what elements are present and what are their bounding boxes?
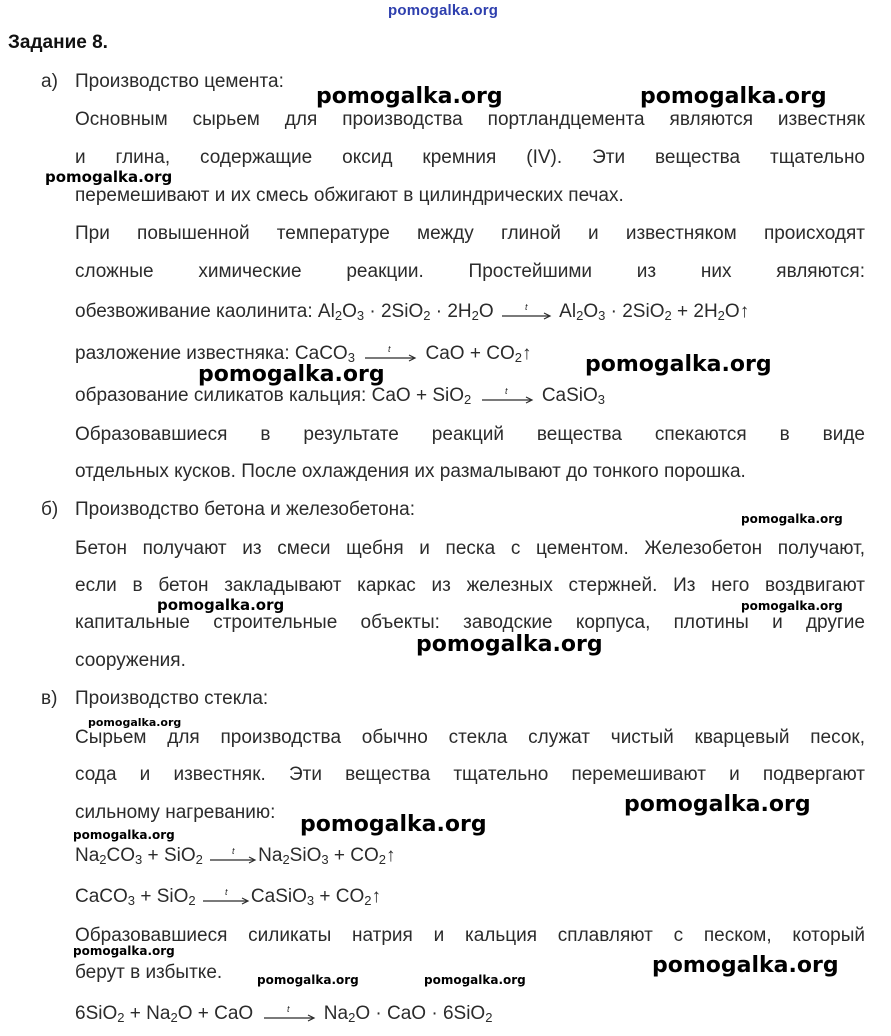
section-a-text-line: перемешивают и их смесь обжигают в цилиндрических печах. bbox=[75, 185, 624, 206]
section-a-text-line: отдельных кусков. После охлаждения их размалывают до тонкого порошка. bbox=[75, 461, 746, 482]
section-a-text-line: Основным сырьем для производства портландцемента являются известняк bbox=[75, 109, 865, 130]
reaction-arrow-icon bbox=[477, 387, 537, 405]
section-c-text-line: сода и известняк. Эти вещества тщательно перемешивают и подвергают bbox=[75, 764, 865, 785]
svg-text:t: t bbox=[232, 846, 235, 856]
section-b-heading: Производство бетона и железобетона: bbox=[75, 499, 415, 520]
reaction-calcium-silicate-glass: CaCO$_3$ + SiO$_2$ t CaSiO$_3$ + $CO_2↑$ bbox=[75, 886, 382, 908]
watermark: pomogalka.org bbox=[624, 792, 811, 817]
section-a-text-line: Образовавшиеся в результате реакций вещества спекаются в виде bbox=[75, 424, 865, 445]
section-b-text-line: сооружения. bbox=[75, 650, 186, 671]
watermark: pomogalka.org bbox=[640, 84, 827, 109]
watermark: pomogalka.org bbox=[157, 596, 285, 614]
task-title: Задание 8. bbox=[8, 32, 108, 53]
section-c-text-line: Сырьем для производства обычно стекла служат чистый кварцевый песок, bbox=[75, 727, 865, 748]
watermark: pomogalka.org bbox=[424, 973, 526, 987]
watermark: pomogalka.org bbox=[88, 716, 182, 729]
reaction-arrow-icon bbox=[499, 303, 555, 321]
watermark: pomogalka.org bbox=[73, 828, 175, 842]
svg-text:t: t bbox=[388, 344, 391, 354]
reaction-sodium-silicate: $Na_2CO_3 + SiO_2$ t $Na_2SiO_3$ + $CO_2↑$ bbox=[75, 845, 396, 867]
reaction-glass: $6SiO_2 + Na_2O$ + CaO t $Na_2O$ · CaO · 6SiO$_2$ bbox=[75, 1003, 493, 1025]
reaction-arrow-icon bbox=[360, 345, 420, 363]
reaction-arrow-icon bbox=[208, 847, 258, 865]
site-link[interactable]: pomogalka.org bbox=[388, 2, 499, 19]
section-c-letter: в) bbox=[41, 688, 58, 709]
svg-text:t: t bbox=[286, 1004, 290, 1014]
watermark: pomogalka.org bbox=[45, 168, 173, 186]
watermark: pomogalka.org bbox=[652, 953, 839, 978]
watermark: pomogalka.org bbox=[300, 812, 487, 837]
svg-text:t: t bbox=[224, 887, 228, 897]
watermark: pomogalka.org bbox=[257, 973, 359, 987]
section-a-heading: Производство цемента: bbox=[75, 71, 284, 92]
section-c-text-line: берут в избытке. bbox=[75, 962, 223, 983]
watermark: pomogalka.org bbox=[741, 512, 843, 526]
reaction-limestone: разложение известняка: CaCO$_3$ t CaO + $CO_2↑$ bbox=[75, 343, 532, 365]
svg-text:t: t bbox=[504, 386, 508, 396]
section-b-letter: б) bbox=[41, 499, 59, 520]
section-c-text-line: Образовавшиеся силикаты натрия и кальция сплавляют с песком, который bbox=[75, 925, 865, 946]
reaction-kaolinite: обезвоживание каолинита: $Al_2O_3 \cdot 2SiO_2 \cdot 2H_2O$ t $Al_2O_3 \cdot 2SiO_2$ + $2H_2O↑$ bbox=[75, 301, 750, 323]
section-a-text-line: При повышенной температуре между глиной и известняком происходят bbox=[75, 223, 865, 244]
watermark: pomogalka.org bbox=[73, 944, 175, 958]
watermark: pomogalka.org bbox=[741, 599, 843, 613]
svg-text:t: t bbox=[524, 302, 528, 312]
watermark: pomogalka.org bbox=[416, 632, 603, 657]
reaction-label: образование силикатов кальция: bbox=[75, 385, 367, 406]
section-b-text-line: Бетон получают из смеси щебня и песка с цементом. Железобетон получают, bbox=[75, 538, 865, 559]
section-c-text-line: сильному нагреванию: bbox=[75, 802, 276, 823]
section-a-text-line: сложные химические реакции. Простейшими из них являются: bbox=[75, 261, 865, 282]
section-a-letter: а) bbox=[41, 71, 58, 92]
section-c-heading: Производство стекла: bbox=[75, 688, 269, 709]
reaction-arrow-icon bbox=[201, 888, 251, 906]
watermark: pomogalka.org bbox=[316, 84, 503, 109]
watermark: pomogalka.org bbox=[198, 362, 385, 387]
section-a-text-line: и глина, содержащие оксид кремния (IV). Эти вещества тщательно bbox=[75, 147, 865, 168]
reaction-arrow-icon bbox=[259, 1005, 319, 1023]
section-b-text-line: если в бетон закладывают каркас из железных стержней. Из него воздвигают bbox=[75, 575, 865, 596]
reaction-label: разложение известняка: bbox=[75, 343, 290, 364]
watermark: pomogalka.org bbox=[585, 352, 772, 377]
reaction-calcium-silicate: образование силикатов кальция: CaO + SiO$_2$ t CaSiO$_3$ bbox=[75, 385, 606, 407]
section-b-text-line: капитальные строительные объекты: заводские корпуса, плотины и другие bbox=[75, 612, 865, 633]
reaction-label: обезвоживание каолинита: bbox=[75, 301, 313, 322]
